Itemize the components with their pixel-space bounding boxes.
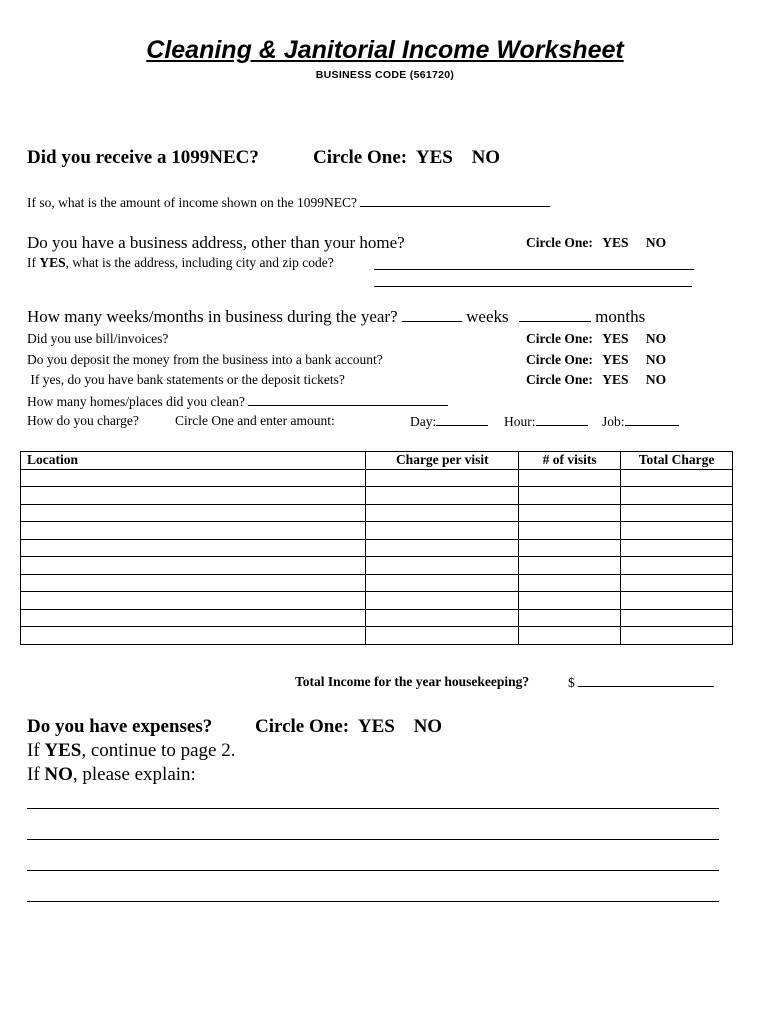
circle-one-1099: [313, 147, 500, 169]
total-charge-cell[interactable]: [621, 539, 733, 557]
text: , continue to page 2.: [81, 740, 236, 761]
total-charge-cell[interactable]: [621, 557, 733, 575]
table-row: [21, 574, 733, 592]
months-field[interactable]: [519, 307, 591, 322]
charge-hour: [504, 413, 588, 430]
weeks-question-label: How many weeks/months in business during the year?: [27, 307, 398, 326]
total-charge-cell[interactable]: [621, 522, 733, 540]
location-cell[interactable]: [21, 487, 366, 505]
total-charge-cell[interactable]: [621, 504, 733, 522]
table-row: [21, 627, 733, 645]
amount-1099-question: [27, 194, 550, 211]
text: If: [27, 255, 40, 270]
no-option[interactable]: NO: [645, 235, 667, 250]
text: If: [27, 764, 45, 785]
circle-label: Circle One:: [526, 372, 593, 387]
address-field-line-2[interactable]: [374, 273, 692, 287]
business-code: BUSINESS CODE (561720): [315, 69, 455, 81]
text: , please explain:: [72, 764, 196, 785]
charge-per-visit-cell[interactable]: [366, 592, 519, 610]
num-visits-cell[interactable]: [519, 522, 621, 540]
column-header-total-charge: Total Charge: [621, 452, 733, 470]
invoices-question: Did you use bill/invoices?: [27, 331, 169, 346]
circle-one-invoices: [526, 331, 666, 347]
yes-option[interactable]: YES: [602, 331, 629, 346]
explain-line-2[interactable]: [27, 839, 719, 840]
num-visits-cell[interactable]: [519, 609, 621, 627]
day-amount-field[interactable]: [436, 413, 488, 426]
deposit-question: Do you deposit the money from the business into a bank account?: [27, 352, 383, 367]
table-header-row: [21, 452, 733, 470]
circle-one-deposit: [526, 352, 666, 368]
num-visits-cell[interactable]: [519, 627, 621, 645]
total-charge-cell[interactable]: [621, 592, 733, 610]
hour-option[interactable]: Hour:: [504, 414, 536, 429]
charge-per-visit-cell[interactable]: [366, 504, 519, 522]
table-row: [21, 592, 733, 610]
expenses-no-instruction: [27, 764, 196, 786]
yes-option[interactable]: YES: [415, 147, 453, 168]
circle-label: Circle One:: [526, 331, 593, 346]
location-cell[interactable]: [21, 522, 366, 540]
charge-per-visit-cell[interactable]: [366, 574, 519, 592]
table-row: [21, 522, 733, 540]
currency-symbol: $: [568, 675, 575, 690]
location-cell[interactable]: [21, 609, 366, 627]
table-row: [21, 469, 733, 487]
total-income-amount: [568, 674, 714, 691]
charge-day: [410, 413, 488, 430]
total-income-field[interactable]: [578, 674, 714, 687]
charge-per-visit-cell[interactable]: [366, 609, 519, 627]
num-visits-cell[interactable]: [519, 469, 621, 487]
address-question: Do you have a business address, other than your home?: [27, 233, 405, 252]
charge-per-visit-cell[interactable]: [366, 487, 519, 505]
months-label: months: [595, 307, 646, 326]
charge-per-visit-cell[interactable]: [366, 469, 519, 487]
homes-question: [27, 393, 448, 410]
amount-1099-label: If so, what is the amount of income shown on the 1099NEC?: [27, 195, 357, 210]
num-visits-cell[interactable]: [519, 539, 621, 557]
circle-one-expenses: [255, 716, 442, 738]
table-row: [21, 504, 733, 522]
no-option[interactable]: NO: [645, 372, 667, 387]
table-row: [21, 609, 733, 627]
page-title: Cleaning & Janitorial Income Worksheet: [146, 36, 624, 64]
total-charge-cell[interactable]: [621, 627, 733, 645]
text-bold: NO: [44, 764, 73, 785]
location-cell[interactable]: [21, 574, 366, 592]
weeks-months-question: [27, 307, 645, 327]
charge-per-visit-cell[interactable]: [366, 522, 519, 540]
charge-per-visit-cell[interactable]: [366, 539, 519, 557]
job-option[interactable]: Job:: [602, 414, 625, 429]
no-option[interactable]: NO: [413, 716, 443, 737]
location-cell[interactable]: [21, 557, 366, 575]
yes-option[interactable]: YES: [602, 352, 629, 367]
yes-option[interactable]: YES: [357, 716, 395, 737]
expenses-yes-instruction: [27, 740, 235, 762]
charge-per-visit-cell[interactable]: [366, 557, 519, 575]
total-income-label: Total Income for the year housekeeping?: [295, 674, 530, 689]
location-cell[interactable]: [21, 469, 366, 487]
no-option[interactable]: NO: [471, 147, 501, 168]
circle-label: Circle One:: [313, 147, 408, 168]
total-charge-cell[interactable]: [621, 469, 733, 487]
explain-line-4[interactable]: [27, 901, 719, 902]
text: , what is the address, including city and zip code?: [65, 255, 334, 270]
address-followup: [27, 255, 334, 271]
location-cell[interactable]: [21, 627, 366, 645]
num-visits-cell[interactable]: [519, 487, 621, 505]
column-header-charge-per-visit: Charge per visit: [366, 452, 519, 470]
location-table: [20, 451, 733, 645]
location-cell[interactable]: [21, 504, 366, 522]
circle-label: Circle One:: [526, 235, 593, 250]
explain-line-1[interactable]: [27, 808, 719, 809]
text-bold: YES: [39, 255, 66, 270]
statements-question: If yes, do you have bank statements or the deposit tickets?: [27, 372, 345, 387]
hour-amount-field[interactable]: [536, 413, 588, 426]
table-row: [21, 487, 733, 505]
day-option[interactable]: Day:: [410, 414, 437, 429]
table-row: [21, 539, 733, 557]
location-cell[interactable]: [21, 592, 366, 610]
text: If: [27, 740, 45, 761]
yes-option[interactable]: YES: [602, 235, 629, 250]
num-visits-cell[interactable]: [519, 504, 621, 522]
weeks-label: weeks: [466, 307, 509, 326]
location-cell[interactable]: [21, 539, 366, 557]
explain-line-3[interactable]: [27, 870, 719, 871]
table-row: [21, 557, 733, 575]
yes-option[interactable]: YES: [602, 372, 629, 387]
column-header-num-visits: # of visits: [519, 452, 621, 470]
column-header-location: Location: [21, 452, 366, 470]
total-charge-cell[interactable]: [621, 609, 733, 627]
address-field-line-1[interactable]: [374, 255, 694, 270]
total-charge-cell[interactable]: [621, 574, 733, 592]
homes-field[interactable]: [248, 393, 448, 406]
num-visits-cell[interactable]: [519, 592, 621, 610]
num-visits-cell[interactable]: [519, 574, 621, 592]
num-visits-cell[interactable]: [519, 557, 621, 575]
no-option[interactable]: NO: [645, 352, 667, 367]
expenses-question: Do you have expenses?: [27, 716, 213, 737]
total-charge-cell[interactable]: [621, 487, 733, 505]
text-bold: YES: [44, 740, 82, 761]
amount-1099-field[interactable]: [360, 194, 550, 207]
circle-one-statements: [526, 372, 666, 388]
question-1099: Did you receive a 1099NEC?: [27, 147, 259, 168]
homes-label: How many homes/places did you clean?: [27, 394, 245, 409]
circle-label: Circle One:: [255, 716, 350, 737]
circle-one-address: [526, 235, 666, 251]
job-amount-field[interactable]: [625, 413, 679, 426]
charge-question: How do you charge?: [27, 413, 139, 428]
no-option[interactable]: NO: [645, 331, 667, 346]
charge-job: [602, 413, 679, 430]
charge-per-visit-cell[interactable]: [366, 627, 519, 645]
weeks-field[interactable]: [402, 307, 462, 322]
circle-label: Circle One:: [526, 352, 593, 367]
charge-instructions: Circle One and enter amount:: [175, 413, 335, 428]
